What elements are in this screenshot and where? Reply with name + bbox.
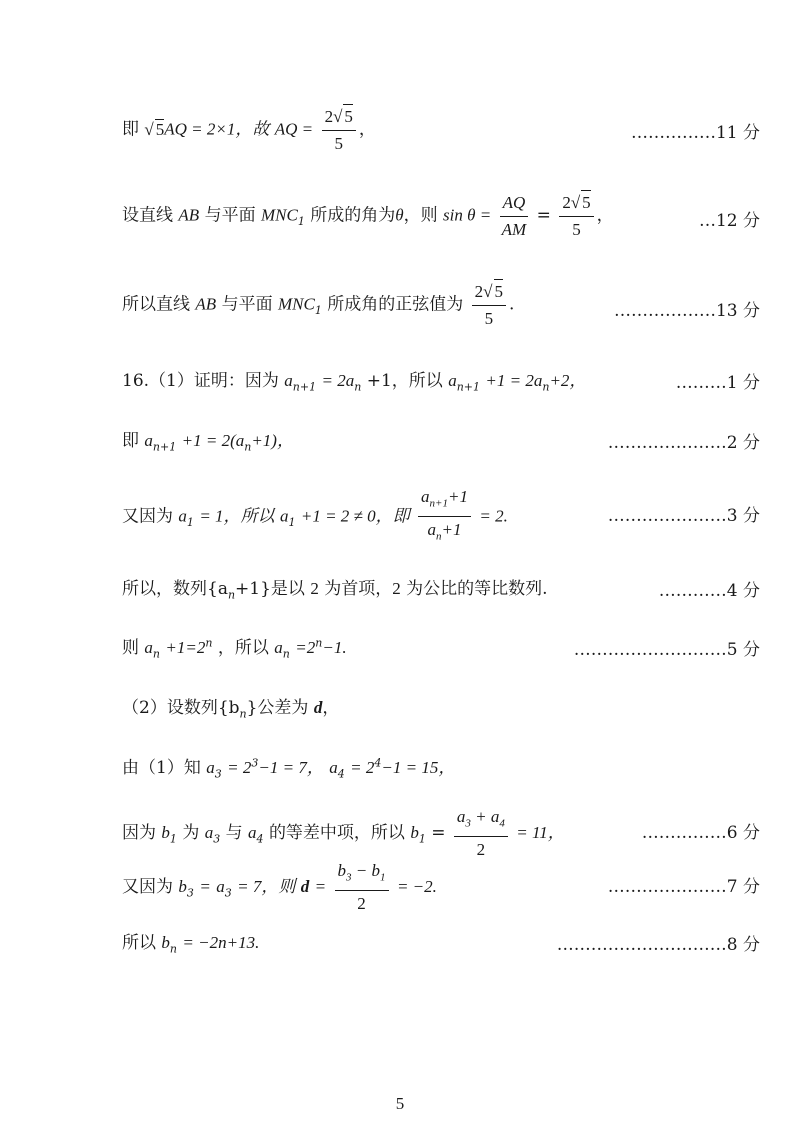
fraction-b3minusb1-over-2: $\frac{b_3 - b_1}{2}$ [335, 859, 389, 916]
solution-line-3: 所以直线 AB 与平面 $MNC_1$ 所成角的正弦值为 $\frac{2√ 5}{5}$ . [122, 279, 760, 331]
solution-line-4: 16.（1）证明：因为 $a_{n+1} = 2a_n +1$，所以 $a_{n+1} +1 = 2a_n+2$， [122, 371, 587, 394]
page-number: 5 [395, 1094, 405, 1113]
solution-line-7: 所以，数列$\{a_n+1\}$是以 2 为首项，2 为公比的等比数列. [122, 579, 548, 602]
fraction-2sqrt5-over-5: $\frac{2√ 5}{5}$ [322, 104, 356, 156]
score-marker: …………………3 分 [607, 506, 760, 526]
solution-line-9: （2）设数列$\{b_n\}$公差为 d， [122, 698, 340, 721]
score-marker: ……………6 分 [641, 823, 760, 843]
score-marker: …………………………8 分 [556, 935, 760, 955]
score-marker: ………………………5 分 [573, 640, 760, 660]
solution-line-12: 又因为 $b_3 = a_3 = 7$，则 d = $\frac{b_3 - b_1}{2}$ = −2. [122, 859, 760, 916]
solution-line-5: 即 $a_{n+1} +1 = 2(a_n+1)$， [122, 431, 294, 454]
score-marker: …………………2 分 [607, 433, 760, 453]
score-marker: ………1 分 [675, 373, 760, 393]
score-marker: …12 分 [698, 211, 760, 231]
solution-line-11: 因为 $b_1$ 为 $a_3$ 与 $a_4$ 的等差中项，所以 $b_1$ = $\frac{a_3 + a_4}{2}$ = 11， [122, 805, 760, 862]
score-marker: ………………13 分 [613, 301, 760, 321]
solution-line-1: 即 √ 5AQ = 2×1，故 AQ = $\frac{2√ 5}{5}$ ， [122, 104, 760, 156]
solution-line-10: 由（1）知 $a_3 = 2^3-1 = 7$， $a_4 = 2^4-1 = 15$， [122, 756, 456, 781]
fraction-2sqrt5-over-5: $\frac{2√ 5}{5}$ [559, 190, 593, 242]
solution-line-8: 则 $a_n +1=2^n$ ，所以 $a_n =2^n-1$. [122, 636, 347, 661]
solution-line-2: 设直线 AB 与平面 $MNC_1$ 所成的角为θ，则 sin θ = $\frac{AQ}{AM}$ = $\frac{2√ 5}{5}$ ， [122, 190, 760, 242]
score-marker: …………………7 分 [607, 877, 760, 897]
score-marker: ……………11 分 [630, 123, 760, 143]
solution-line-6: 又因为 $a_1 = 1$，所以 $a_1 +1 = 2 \ne 0$，即 $\frac{a_{n+1}+1}{a_n+1}$ = 2. [122, 485, 760, 549]
fraction-a3plusa4-over-2: $\frac{a_3 + a_4}{2}$ [454, 805, 508, 862]
fraction-2sqrt5-over-5: $\frac{2√ 5}{5}$ [472, 279, 506, 331]
fraction-an1plus1-over-anplus1: $\frac{a_{n+1}+1}{a_n+1}$ [418, 485, 471, 549]
fraction-AQ-over-AM: $\frac{AQ}{AM}$ [500, 191, 529, 242]
sqrt-5: √ 5 [144, 119, 165, 139]
solution-line-13: 所以 $b_n = -2n+13$. [122, 933, 260, 956]
score-marker: …………4 分 [658, 581, 760, 601]
